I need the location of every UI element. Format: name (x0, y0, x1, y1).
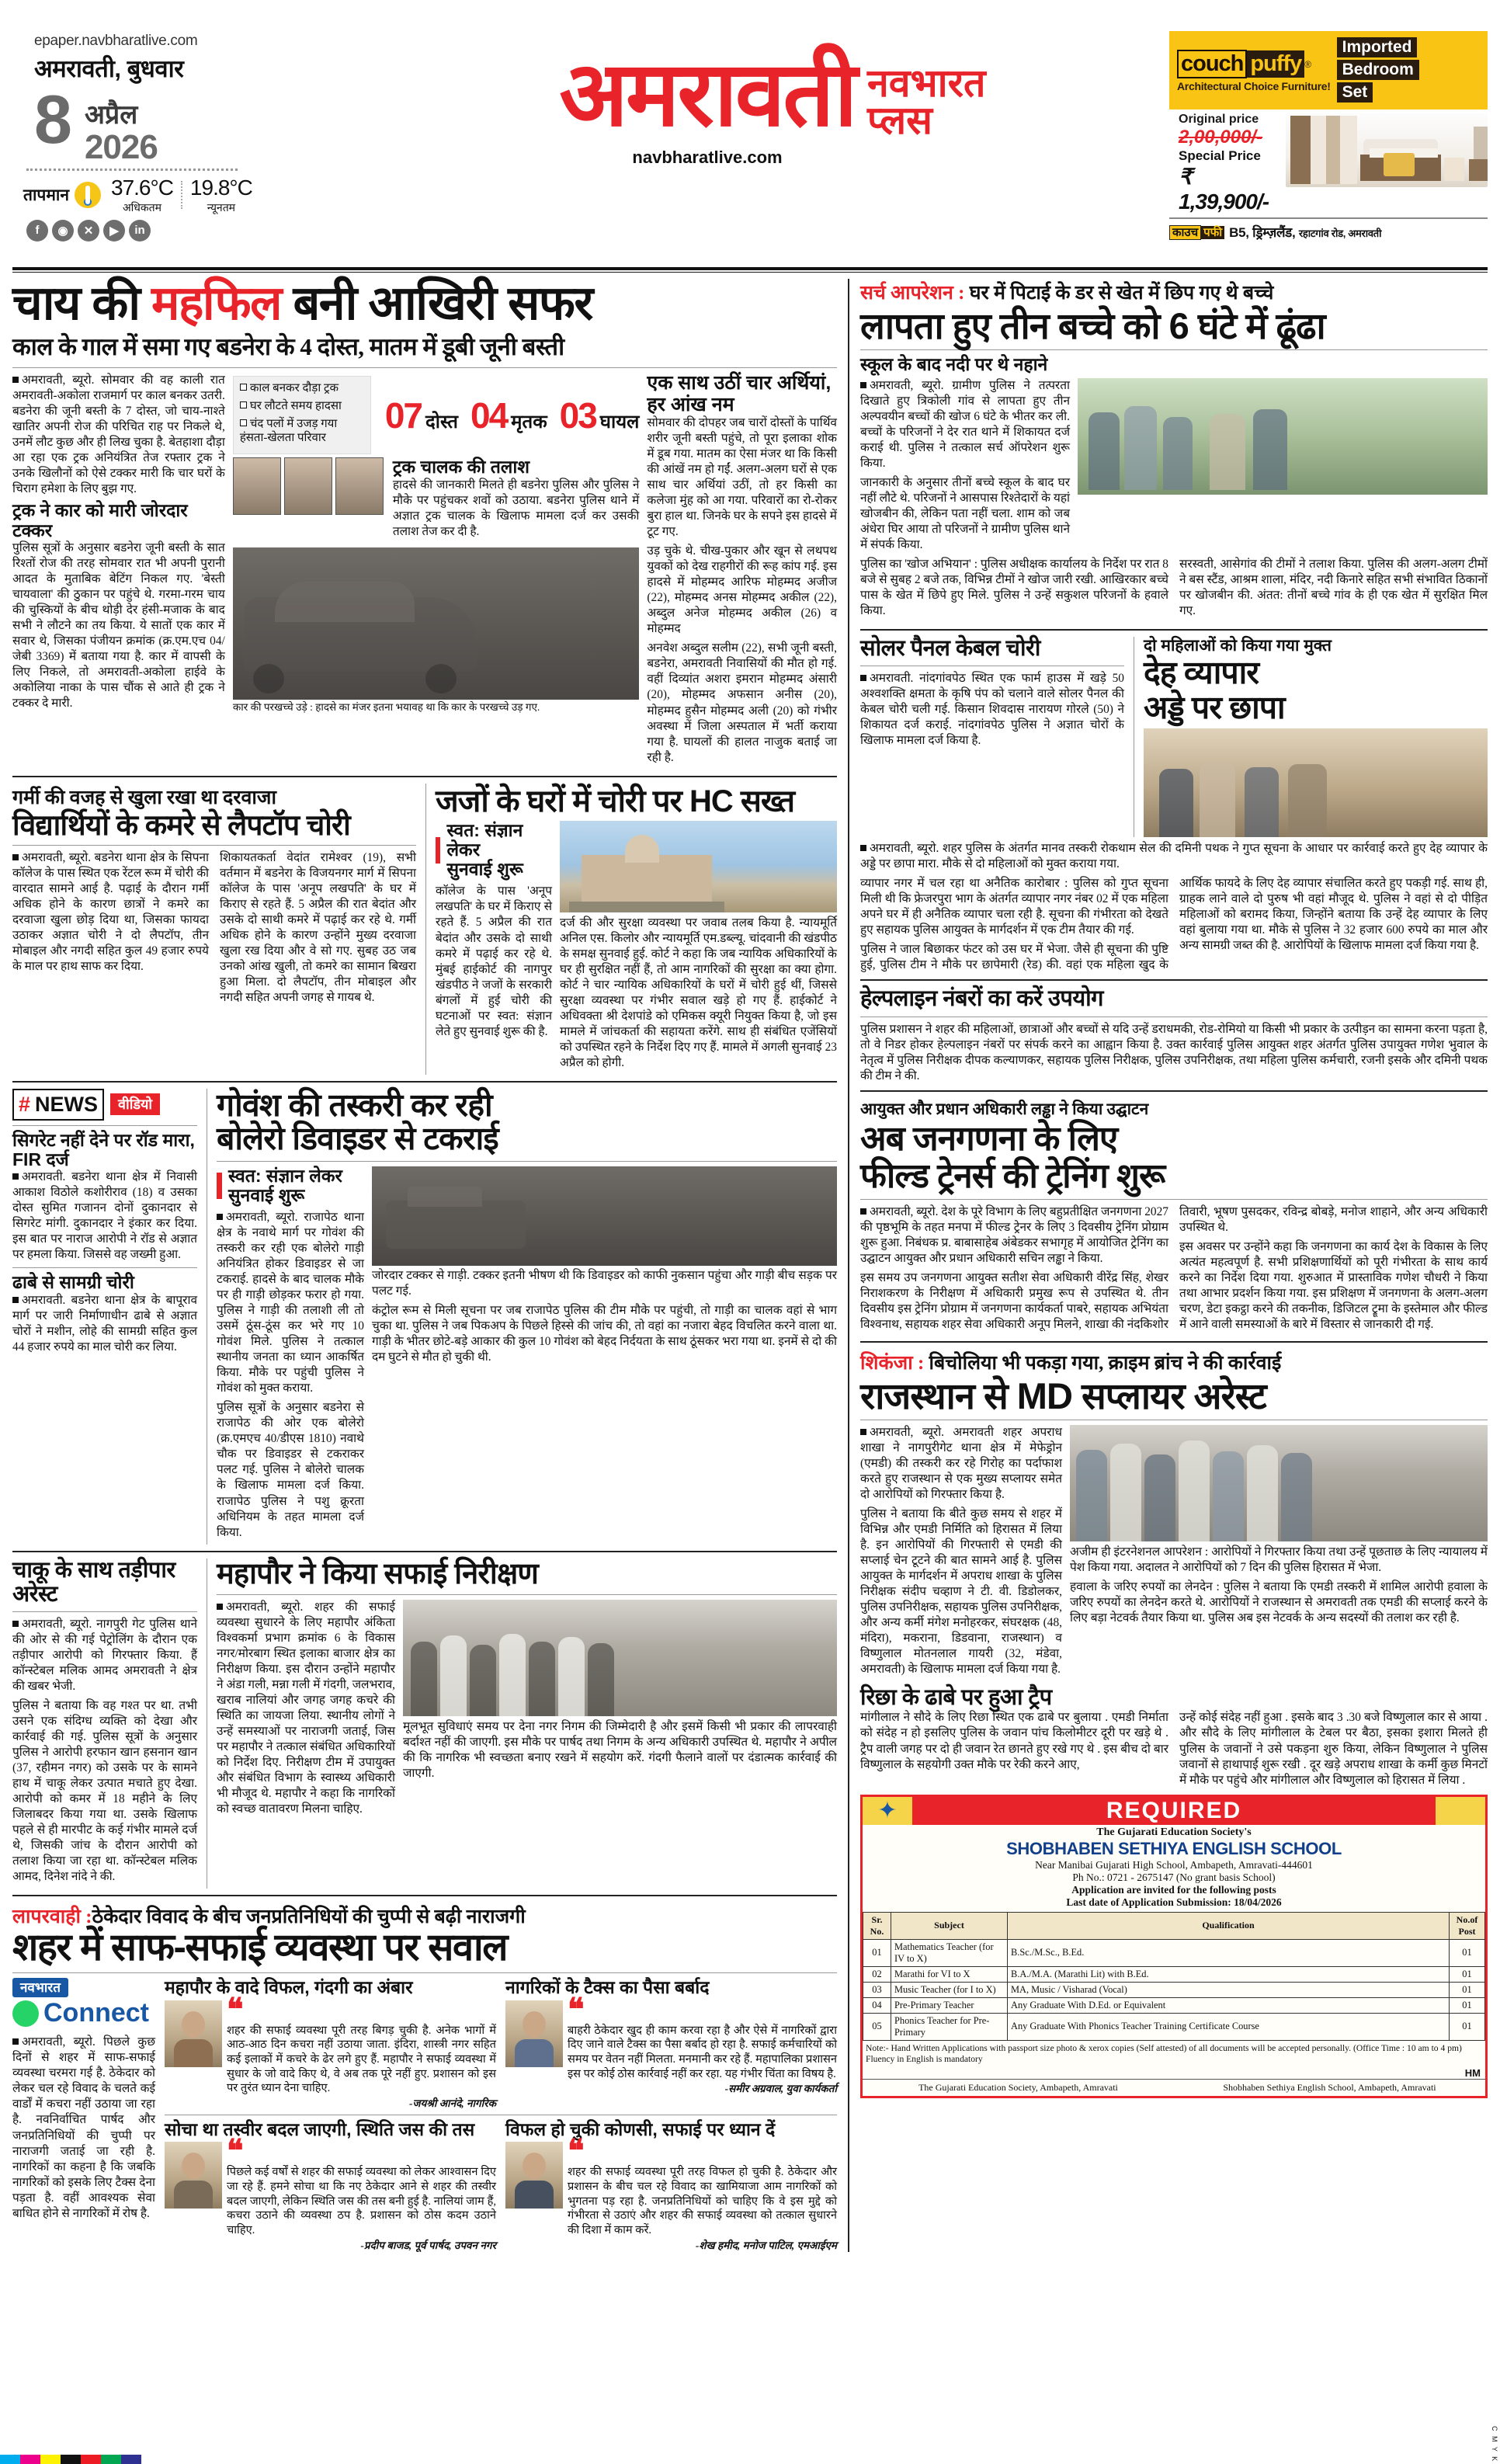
quote3-portrait (165, 2142, 222, 2209)
rajasthan-kicker (860, 1349, 1488, 1375)
bolero-para-1: अमरावती, ब्यूरो. राजापेठ थाना क्षेत्र के नवाथे मार्ग पर गोवंश की तस्करी कर रही एक बोलेरो गाड़ी अनियंत्रित होकर डिवाइडर से जा टकराई. हादसे के बाद चालक मौके पर ही गाड़ी छोड़कर फरार हो गया. पुलिस ने गाड़ी की तलाशी ली तो उसमें ठूंस-ठूंस कर भरे गए 10 गोवंश मिले. पुलिस ने तत्काल स्थानीय जनता का ध्यान आकर्षित किया. मौके पर पहुंची पुलिस ने गोवंश को मुक्त कराया. (217, 1211, 364, 1395)
bolero-para-2: पुलिस सूत्रों के अनुसार बडनेरा से राजापेठ की ओर एक बोलेरो (क्र.एमएच 40/डीएस 1810) नवाथे चौक पर डिवाइडर से टकराकर पलट गई. पुलिस ने बोलेरो चालक के खिलाफ मामला दर्ज किया. राजापेठ पुलिस ने पशु क्रूरता अधिनियम के तहत मामला दर्ज किया. (217, 1401, 364, 1539)
lead-col-1 (12, 373, 225, 769)
search-op-col2 (1078, 378, 1488, 557)
search-op-headline: लापता हुए तीन बच्चे को 6 घंटे में ढूंढा (860, 305, 1325, 346)
cell-posts: 01 (1450, 1982, 1485, 1997)
news-bolero-row (12, 1086, 837, 1545)
epaper-url[interactable]: epaper.navbharatlive.com (34, 33, 198, 49)
table-row (863, 1939, 1485, 1966)
rajasthan-headline: राजस्थान से MD सप्लायर अरेस्ट (860, 1374, 1266, 1416)
whatsapp-icon[interactable] (12, 2000, 39, 2027)
ad-header (1169, 31, 1488, 109)
required-hm: HM (1464, 2066, 1481, 2079)
connect-block (12, 1978, 155, 2251)
raid-kicker: दो महिलाओं को किया गया मुक्त (1144, 636, 1332, 655)
thermometer-icon (75, 182, 101, 208)
cell-qualification: B.Sc./M.Sc., B.Ed. (1008, 1939, 1450, 1966)
lead-bullets (233, 376, 371, 454)
rajasthan-kicker-red: शिकंजा : (860, 1352, 925, 1374)
bolero-suo-line2: सुनवाई शुरू (228, 1184, 305, 1205)
kauch-text: काउच (1169, 225, 1201, 240)
helpline-headline: हेल्पलाइन नंबरों का करें उपयोग (860, 986, 1104, 1012)
news-badge[interactable] (12, 1089, 104, 1121)
ad-tagline: Architectural Choice Furniture! (1177, 80, 1331, 92)
quote-open-icon: ❝ (568, 2133, 585, 2169)
census-headline-2: फील्ड ट्रेनर्स की ट्रेनिंग शुरू (860, 1156, 1165, 1195)
cell-posts: 01 (1450, 2013, 1485, 2040)
right-column (849, 279, 1488, 2252)
raid-para-3: पुलिस ने जाल बिछाकर फंटर को उस घर में भेजा. जैसे ही सूचना की पुष्टि हुई, पुलिस टीम ने मौके पर छापेमारी (रेड) की. वहां एक महिला खुद के आर्थिक फायदे के लिए देह व्यापार संचालित करते हुए पकड़ी गई. साथ ही, ग्राहक लाने वाले दो पुरुष भी वहां मौजूद थे. पुलिस ने वहां से दो पीड़ित महिलाओं को बरामद किया, जिन्होंने बताया कि उन्हें देह व्यापार के लिए वहां बुलाया गया था. मौके से पुलिस ने 32 हजार 600 रुपये का माल और अन्य सामग्री जब्त की है. आरोपियों के खिलाफ मामला दर्ज किया गया है. (860, 877, 1488, 972)
red-tick-icon (436, 837, 440, 864)
required-note: Note:- Hand Written Applications with passport size photo & xerox copies (Self attested) of all documents will be accepted personally. (Office Time : 10 am to 4 pm) Fluency in English is mandatory (866, 2042, 1462, 2064)
quote4-text: शहर की सफाई व्यवस्था पूरी तरह विफल हो चुकी है. ठेकेदार और प्रशासन के बीच चल रहे विवाद का खामियाजा आम नागरिकों को भुगतना पड़ रहा है. जनप्रतिनिधियों को चाहिए कि वे इस मुद्दे को गंभीरता से उठाएं और शहर की सफाई व्यवस्था को तत्काल सुधारने की दिशा में काम करें. (568, 2166, 837, 2237)
ad-body (1169, 113, 1488, 214)
bolero-headline-1: गोवंश की तस्करी कर रही (217, 1086, 492, 1123)
newspaper-subtitle (866, 61, 986, 142)
census-para-2: इस समय उप जनगणना आयुक्त सतीश सेवा अधिकारी वीरेंद्र सिंह, शेखर निराशकरण के निरीक्षण में अधिकारी प्रमुख रूप से उपस्थित थे. तीन दिवसीय इस ट्रेनिंग प्रोग्राम में जनगणना कार्यकर्ता पाबरे, सहायक अभियंता विश्वनाथ, सहायक शहर सेवा अधिकारी अनूप मिलने, शाखा की नंदकिशोर तिवारी, भूषण पुसदकर, रविन्द्र बोबड़े, मनोज शाहाने, और अन्य अधिकारी उपस्थित थे. (860, 1204, 1488, 1332)
cell-subject: Mathematics Teacher (for IV to X) (891, 1939, 1008, 1966)
mugshot-strip (233, 457, 387, 515)
census-para-1: अमरावती, ब्यूरो. देश के पूरे विभाग के लिए बहुप्रतीक्षित जनगणना 2027 की पृष्ठभूमि के तहत मनपा में फील्ड ट्रेनर के लिए 3 दिवसीय ट्रेनिंग प्रोग्राम शुरू हुआ. निबंधक प्र. बाबासाहेब अंबेडकर सभागृह में आयोजित ट्रेनिंग का उद्घाटन आयुक्त और प्रधान अधिकारी सचिन लड्ढा ने किया. (860, 1204, 1168, 1265)
news-word: NEWS (35, 1092, 99, 1116)
trap-subhead: रिछा के ढाबे पर हुआ ट्रैप (860, 1685, 1052, 1711)
address-small: रहाटगांव रोड, अमरावती (1298, 228, 1382, 239)
census-body (860, 1204, 1488, 1335)
masthead-rule-thick (12, 267, 1488, 270)
required-society: The Gujarati Education Society's (1096, 1826, 1252, 1838)
temp-min-caption: न्यूनतम (207, 200, 236, 214)
required-contact: Ph No.: 0721 - 2675147 (No grant basis School) (1072, 1871, 1276, 1883)
census-story (860, 1098, 1488, 1335)
arrest-photo (1070, 1425, 1488, 1541)
lead-headline-red: महफिल (151, 276, 282, 329)
knife-headline: चाकू के साथ तड़ीपार अरेस्ट (12, 1557, 175, 1607)
puffy-text: पफी (1201, 226, 1224, 239)
brief1-body: अमरावती. बडनेरा थाना क्षेत्र में निवासी आकाश विठोले कशोरीराव (18) व उसका दोस्त सुमित गजानन दोनों दुकानदार से सिगरेट मांगी. दुकानदार ने इंकार कर दिया. इस बात पर नाराज आरोपी ने रॉड से अज्ञात पर हमला किया. जिससे वह जख्मी हुआ. (12, 1170, 197, 1262)
quote4-portrait (505, 2142, 563, 2209)
badge-set: Set (1337, 82, 1373, 103)
social-links[interactable] (26, 220, 245, 242)
rajasthan-para-3: अजीम ही इंटरनेशनल आपरेशन : आरोपियों ने गिरफ्तार किया तथा उन्हें पूछताछ के लिए न्यायालय में पेश किया गया. अदालत ने आरोपियों को 7 दिन की पुलिस हिरासत में भेजा. (1070, 1545, 1488, 1574)
temp-max-value: 37.6°C (111, 175, 173, 200)
masthead-rule-thin (12, 272, 1488, 273)
lead-sub-head-2: एक साथ उठीं चार अर्थियां, हर आंख नम (647, 372, 832, 415)
cell-sr: 03 (863, 1982, 891, 1997)
raid-photo (1144, 728, 1488, 837)
search-op-para-2: जानकारी के अनुसार तीनों बच्चे स्कूल के बाद घर नहीं लौटे थे. परिजनों ने आसपास रिश्तेदारों के यहां खोजबीन की, लेकिन पता नहीं चला. शाम को जब अंधेरा घिर आया तो परिजनों ने ग्रामीण पुलिस थाने में संपर्क किया. (860, 475, 1070, 551)
laparwahi-row (12, 1978, 837, 2251)
brief2-body: अमरावती. बडनेरा थाना क्षेत्र के बापूराव मार्ग पर जारी निर्माणाधीन ढाबे से अज्ञात चोरों ने मशीन, लोहे की सामग्री सहित कुल 44 हजार रुपये का माल चोरी कर लिया. (12, 1293, 197, 1354)
search-op-kicker-red: सर्च आपरेशन : (860, 283, 970, 304)
search-op-kicker (860, 279, 1488, 305)
bolero-photo-caption: जोरदार टक्कर से गाड़ी. टक्कर इतनी भीषण थी कि डिवाइडर को काफी नुकसान पहुंचा और गाड़ी बीच सड़क पर पलट गई. (372, 1268, 837, 1298)
original-price-label: Original price (1179, 113, 1259, 126)
connect-label: Connect (43, 1998, 149, 2028)
quote4-head: विफल हो चुकी कोणसी, सफाई पर ध्यान दें (505, 2119, 776, 2140)
brand-couch: couch (1177, 50, 1247, 78)
lead-headline-part1: चाय की (12, 276, 151, 329)
cell-qualification: Any Graduate With Phonics Teacher Training Certificate Course (1008, 2013, 1450, 2040)
stat-injured: 03 घायल (559, 394, 640, 436)
footer-right: Shobhaben Sethiya English School, Ambapeth, Amravati (1223, 2081, 1436, 2093)
store-address (1229, 223, 1381, 241)
date-day: 8 (34, 81, 72, 158)
bolero-col-2 (372, 1166, 837, 1545)
required-title: REQUIRED (912, 1797, 1436, 1825)
laptop-judges-row (12, 784, 837, 1075)
solar-headline: सोलर पैनल केबल चोरी (860, 635, 1040, 661)
temp-min-value: 19.8°C (189, 175, 252, 200)
red-tick-icon (217, 1173, 222, 1199)
search-op-subhead: स्कूल के बाद नदी पर थे नहाने (860, 354, 1048, 375)
required-line2: Last date of Application Submission: 18/04/2026 (1066, 1896, 1282, 1908)
rajasthan-row (860, 1425, 1488, 1681)
school-logo-icon: ✦ (877, 1798, 898, 1824)
knife-para-2: पुलिस ने बताया कि वह गश्त पर था. तभी उसने एक संदिग्ध व्यक्ति को देखा और कार्रवाई की गई. पुलिस सूत्रों के अनुसार पुलिस ने आरोपी हरफान खान हसनान खान (37, रहीमन नगर) को उसके पर के सामने हाथ में चाकू लेकर उत्पात मचाते हुए देखा. आरोपी को कमर में 18 महीने के लिए जिलाबदर किया गया था. उसके खिलाफ पहले से ही मारपीट के कई गंभीर मामले दर्ज थे, जिसकी जांच के दौरान आरोपी को तलाश किया जा रहा था. कॉन्स्टेबल मलिक आमद, दिनेश नांदे ने की. (12, 1699, 197, 1884)
knife-para-1: अमरावती, ब्यूरो. नागपुरी गेट पुलिस थाने की ओर से की गई पेट्रोलिंग के दौरान एक तड़ीपार आरोपी को गिरफ्तार किया. हैं कॉन्स्टेबल मलिक आमद अमरावती ने क्षेत्र की खबर भेजी. (12, 1618, 197, 1694)
knife-story (12, 1559, 197, 1889)
rajasthan-col2 (1070, 1425, 1488, 1681)
ad-badges (1337, 37, 1419, 105)
cell-subject: Marathi for VI to X (891, 1966, 1008, 1982)
judges-body-row (436, 821, 837, 1075)
raid-story (1134, 637, 1488, 837)
search-op-continued (860, 557, 1488, 623)
solar-raid-row (860, 637, 1488, 837)
lead-para-6: अनवेश अब्दुल सलीम (22), सभी जूनी बस्ती, बडनेरा, अमरावती निवासियों की मौत हो गई. वहीं दिव्यांत अशरा इमरान मोहम्मद अंसारी (20), मोहम्मद अफसान अनीस (20), मोहम्मद हुसैन मोहम्मद अली (20) को गंभीर अवस्था में जिला अस्पताल में भर्ती कराया गया है. घायलों की हालत नाजुक बताई जा रही है. (647, 641, 837, 764)
judges-suo-motu (436, 821, 552, 1075)
table-header-row (863, 1912, 1485, 1939)
lead-para-1: अमरावती, ब्यूरो. सोमवार की वह काली रात अमरावती-अकोला राजमार्ग पर काल बनकर उतरी. बडनेरा की जूनी बस्ती के 7 दोस्त, जो चाय-नाश्ते खातिर अपनी रोज की परिचित राह पर निकले थे, उनमें लौट कुछ और ही लिख चुका है. बेतहाशा दौड़ा आ रहा एक ट्रक अनियंत्रित तेज रफ्तार ट्रक ने उनके खिलौनों को ऐसे टक्कर मारी कि चार घरों के चिराग हमेशा के लिए बुझ गए. (12, 374, 225, 496)
linkedin-icon[interactable]: in (129, 220, 151, 242)
search-op-col1 (860, 378, 1070, 557)
judges-story (425, 784, 837, 1075)
brand-puffy: puffy (1247, 50, 1304, 78)
victim-mugshots-row (233, 457, 640, 543)
quote-card (505, 2120, 837, 2252)
couchpuffy-hindi-logo (1169, 224, 1224, 240)
cell-posts: 01 (1450, 1939, 1485, 1966)
badge-imported: Imported (1337, 37, 1418, 57)
cell-sr: 05 (863, 2013, 891, 2040)
badge-bedroom: Bedroom (1337, 60, 1419, 80)
mayor-col-2 (403, 1600, 837, 1821)
quote-open-icon: ❝ (227, 1991, 244, 2027)
th-subject: Subject (891, 1912, 1008, 1939)
raid-para-2: व्यापार नगर में चल रहा था अनैतिक कारोबार : पुलिस को गुप्त सूचना मिली थी कि फ्रेजरपुरा भाग के अंतर्गत व्यापार नगर नंबर 02 में एक महिला अपने घर में ही अनैतिक व्यापार चला रही है. सूचना की गंभीरता को देखते हुए सहायक पुलिस आयुक्त के मार्गदर्शन में एक टीम तैयार की गई. (860, 877, 1168, 937)
laparwahi-headline: शहर में साफ-सफाई व्यवस्था पर सवाल (12, 1927, 507, 1969)
mayor-col-1 (217, 1600, 395, 1821)
th-posts: No.of Post (1450, 1912, 1485, 1939)
quote1-portrait (165, 2000, 222, 2067)
trap-para-1: मांगीलाल ने सौदे के लिए रिछा स्थित एक ढाबे पर बुलाया . एमडी निर्माता को संदेह न हो इसलिए पुलिस के जवान पांच किलोमीटर दूरी पर खड़े थे . ट्रैप वाली जगह पर दो ही जवान रेत छानते हुए रखे गए थे . इस बीच दो बार विष्णुलाल के सहयोगी उक्त मौके पर रेकी करने आए, (860, 1711, 1168, 1771)
mayor-story (207, 1559, 837, 1889)
quote1-attr: -जयश्री आनंदे, नागरिक (409, 2097, 496, 2110)
ad-price-block (1169, 113, 1286, 214)
cell-sr: 01 (863, 1939, 891, 1966)
quote2-attr: -समीर अग्रवाल, युवा कार्यकर्ता (724, 2083, 837, 2095)
high-court-photo (560, 821, 837, 912)
raid-headline-1: देह व्यापार (1144, 654, 1259, 690)
laparwahi-kicker-rest: ठेकेदार विवाद के बीच जनप्रतिनिधियों की चुप्पी से बढ़ी नाराजगी (92, 1906, 526, 1928)
quotes-row-2 (165, 2120, 837, 2252)
navbharat-pill: नवभारत (12, 1978, 68, 1997)
registered-icon: ® (1304, 58, 1312, 70)
judges-photo-col (560, 821, 837, 1075)
th-sr: Sr. No. (863, 1912, 891, 1939)
cmyk-marker: C M Y K (1491, 2425, 1498, 2462)
mayor-para-1: अमरावती, ब्यूरो. शहर की सफाई व्यवस्था सुधारने के लिए महापौर अंकिता विश्वकर्मा प्रभाग क्रमांक 6 के विकास नगर/मोरबाग स्थित इलाका बाजार क्षेत्र का निरीक्षण किया. इस दौरान उन्होंने महापौर ने अंडा गली, मन्ना गली में गंदगी, जलभराव, खराब नालियां और जगह जगह कचरे की स्थिति का जायजा लिया. स्थानीय लोगों ने उन्हें समस्याओं पर नाराजगी जताई, जिस पर महापौर ने तत्काल संबंधित अधिकारियों को निर्देश दिए. निरीक्षण टीम में उपायुक्त और संबंधित विभाग के स्वास्थ्य अधिकारी भी मौजूद थे. महापौर ने कहा कि नागरिकों को स्वच्छ वातावरण मिलना चाहिए. (217, 1600, 395, 1816)
th-qualification: Qualification (1008, 1912, 1450, 1939)
stat-friends: 07 दोस्त (384, 394, 458, 436)
quote3-text: पिछले कई वर्षों से शहर की सफाई व्यवस्था को लेकर आश्वासन दिए जा रहे हैं. हमने सोचा था कि नए ठेकेदार आने से शहर की तस्वीर बदल जाएगी, लेकिन स्थिति जस की तस बनी हुई है. नालियां जाम हैं, कचरा उठाने की व्यवस्था ठप है. प्रशासन को ठोस कदम उठाने चाहिए. (227, 2166, 496, 2237)
cell-sr: 04 (863, 1997, 891, 2013)
required-posts-table (863, 1912, 1485, 2041)
divider-dotted (26, 169, 238, 171)
required-school: SHOBHABEN SETHIYA ENGLISH SCHOOL (1006, 1838, 1342, 1858)
lead-para-5: उड़ चुके थे. चीख-पुकार और खून से लथपथ युवकों को देख राहगीरों की रूह कांप गई. इस हादसे में मोहम्मद आरिफ मोहम्मद अजीज (22), मोहम्मद अनस मोहम्मद अकील (22), अब्दुल अनेज मोहम्मद अकील (26) व मोहम्मद (647, 544, 837, 636)
mayor-body-row (217, 1600, 837, 1821)
suo-motu-line1: स्वत: संज्ञान लेकर (446, 819, 523, 860)
rajasthan-story (860, 1349, 1488, 1788)
rajasthan-col1 (860, 1425, 1062, 1681)
required-footer (863, 2079, 1485, 2096)
laptop-headline: विद्यार्थियों के कमरे से लैपटॉप चोरी (12, 808, 350, 841)
couchpuffy-logo (1177, 50, 1331, 92)
census-kicker: आयुक्त और प्रधान अधिकारी लड्ढा ने किया उद्घाटन (860, 1099, 1149, 1118)
left-column (12, 276, 849, 2252)
laparwahi-story (12, 1903, 837, 2251)
lead-col-3 (647, 373, 837, 769)
helpline-body: पुलिस प्रशासन ने शहर की महिलाओं, छात्राओं और बच्चों से यदि उन्हें डराधमकी, रोड-रोमियो या किसी भी प्रकार के उत्पीड़न का सामना करना पड़ता है, तो वे निडर होकर हेल्पलाइन नंबरों पर संपर्क करने का आह्वान किया है. उक्त कार्रवाई पुलिस आयुक्त शहर अंतर्गत पुलिस उपायुक्त गणेश भुवाल के नेतृत्व में पुलिस निरीक्षक दीपक कल्याणकर, सहायक पुलिस निरीक्षक, पुलिस उपनिरीक्षक, तथा महिला पुलिस कर्मचारी, रजनी इसके और दमिनी पथक की टीम ने की. (860, 1022, 1488, 1083)
date-month: अप्रैल (84, 100, 138, 130)
subtitle-line2: प्लस (866, 98, 932, 142)
lead-para-4: सोमवार की दोपहर जब चारों दोस्तों के पार्थिव शरीर जूनी बस्ती पहुंचे, तो पूरा इलाका शोक में डूब गया. मातम का ऐसा मंजर था कि किसी की आंखें नम हो गईं. अलग-अलग घरों से एक साथ चार अर्थियां उठीं, तो हर किसी का कलेजा मुंह को आ गया. परिवारों का रो-रोकर बुरा हाल था. जिनके घर के सपने इस हादसे में टूट गए. (647, 416, 837, 539)
casualty-stats (233, 376, 640, 454)
stat-group (385, 394, 640, 436)
quote-open-icon: ❝ (227, 2133, 244, 2169)
quote2-text: बाहरी ठेकेदार खुद ही काम करवा रहा है और ऐसे में नागरिकों द्वारा दिए जाने वाले टैक्स का पैसा बर्बाद हो रहा है. सफाई कर्मचारियों को समय पर वेतन नहीं मिलता. मनमानी कर रहे हैं. महापालिका प्रशासन इस पर कोई ठोस कार्रवाई नहीं कर रहा. यह गंभीर चिंता का विषय है. (568, 2024, 837, 2080)
search-op-para-4: सरस्वती, आसेगांव की टीमों ने तलाश किया. पुलिस की अलग-अलग टीमों ने बस स्टैंड, आश्रम शाला, मंदिर, नदी किनारे सहित सभी संभावित ठिकानों पर खोजबीन की. अंतत: तीनों बच्चे गांव के ही एक खेत में सुरक्षित मिल गए. (1179, 557, 1488, 617)
lead-center (233, 373, 640, 769)
facebook-icon[interactable]: f (26, 220, 48, 242)
table-row (863, 1982, 1485, 1997)
mayor-headline: महापौर ने किया सफाई निरीक्षण (217, 1557, 539, 1590)
quotes-row-1 (165, 1978, 837, 2110)
brief1-head: सिगरेट नहीं देने पर रॉड मारा, FIR दर्ज (12, 1129, 195, 1170)
cell-subject: Music Teacher (for I to X) (891, 1982, 1008, 1997)
brief2-head: ढाबे से सामग्री चोरी (12, 1272, 134, 1293)
bolero-headline-2: बोलेरो डिवाइडर से टकराई (217, 1121, 498, 1157)
bolero-col-1 (217, 1166, 364, 1545)
rajasthan-para-2: पुलिस ने बताया कि बीते कुछ समय से शहर में विभिन्न और एमडी निर्मिति को हिरासत में लिया है. इन आरोपियों की गिरफ्तारी से एमडी की सप्लाई चेन टूटने की बात सामने आई है. पुलिस आयुक्त के मार्गदर्शन में अपराध शाखा के पुलिस निरीक्षक संदीप चव्हाण ने टी. वी. डिडोलकर, पुलिस उपनिरीक्षक, सहायक पुलिस उपनिरीक्षक, और अन्य कर्मी मंगेश मनोहरकर, संघरक्षक (48, मंदिरा), मकराना, डिडवाना, राजस्थान) व विष्णुलाल मोतनलाल गायरी (32, मंडेवा, अमरावती) के खिलाफ मामला दर्ज किया गया है. (860, 1507, 1062, 1677)
table-row (863, 1997, 1485, 2013)
judges-para-2: दर्ज की और सुरक्षा व्यवस्था पर जवाब तलब किया है. न्यायमूर्ति अनिल एस. किलोर और न्यायमूर्ति एम.डब्ल्यू. चांदवानी की खंडपीठ के समक्ष सुनवाई हुई. कोर्ट ने कहा कि जब न्यायिक अधिकारियों के घर ही सुरक्षित नहीं हैं, तो आम नागरिकों की सुरक्षा का क्या होगा. कोर्ट ने चार न्यायिक अधिकारियों के घरों में चोरी हुई थीं, जिससे सुरक्षा व्यवस्था पर गंभीर सवाल खड़े हो गए हैं. हाईकोर्ट ने अधिवक्ता श्री देशपांडे को एमिकस क्यूरी नियुक्त किया है, जो इस मामले में जांचकर्ता की सहायता करेंगे. साथ ही संबंधित एजेंसियों को उपस्थित रहने के निर्देश दिए गए हैं. मामले में अगली सुनवाई 23 अप्रैल को होगी. (560, 916, 837, 1069)
knife-mayor-row (12, 1559, 837, 1889)
cell-posts: 01 (1450, 1966, 1485, 1982)
footer-left: The Gujarati Education Society, Ambapeth, Amravati (918, 2081, 1118, 2093)
main-grid (12, 276, 1488, 2252)
temp-min-block (186, 176, 257, 215)
required-address: Near Manibai Gujarati High School, Ambapeth, Amravati-444601 (1035, 1858, 1313, 1871)
rajasthan-para-4: हवाला के जरिए रुपयों का लेनदेन : पुलिस ने बताया कि एमडी तस्करी में शामिल आरोपी हवाला के जरिए रुपयों का लेनदेन करते थे. आरोपियों ने राजस्थान से अमरावती तक एमडी की सप्लाई करने के लिए बड़ा नेटवर्क तैयार किया था. पुलिस अब इस नेटवर्क के अन्य सदस्यों की तलाश कर रही है. (1070, 1580, 1488, 1625)
quote-card (165, 1978, 496, 2110)
table-row (863, 2013, 1485, 2040)
quote3-attr: -प्रदीप बाजड, पूर्व पार्षद, उपवन नगर (360, 2239, 496, 2251)
hash-icon: # (19, 1092, 31, 1116)
laptop-story (12, 784, 416, 1075)
quote2-portrait (505, 2000, 563, 2067)
mayor-para-2: मूलभूत सुविधाएं समय पर देना नगर निगम की जिम्मेदारी है और इसमें किसी भी प्रकार की लापरवाही बर्दाश्त नहीं की जाएगी. इस मौके पर पार्षद तथा निगम के अन्य अधिकारी उपस्थित थे. महापौर ने अपील की कि नागरिक भी स्वच्छता बनाए रखने में सहयोग करें. गंदगी फैलाने वालों पर दंडात्मक कार्रवाई की जाएगी. (403, 1719, 837, 1780)
police-search-photo (1078, 378, 1488, 495)
lead-headline (12, 276, 837, 329)
cell-posts: 01 (1450, 1997, 1485, 2013)
suo-motu-line2: सुनवाई शुरू (446, 859, 523, 880)
instagram-icon[interactable]: ◉ (52, 220, 74, 242)
stat-dead: 04 मृतक (470, 394, 547, 436)
date-block (34, 81, 245, 166)
masthead-title-block (245, 14, 1169, 168)
laparwahi-body: अमरावती, ब्यूरो. पिछले कुछ दिनों से शहर में साफ-सफाई व्यवस्था चरमरा गई है. ठेकेदार को लेकर चल रहे विवाद के चलते कई वार्डों में कचरा नहीं उठाया जा रहा है. नवनिर्वाचित पार्षद और जनप्रतिनिधियों की चुप्पी पर नाराजगी जताई जा रही है. नागरिकों का कहना है कि जबकि नागरिकों को इसके लिए टैक्स देना पड़ता है. वहीं आवश्यक सेवा बाधित होने से नागरिकों में रोष है. (12, 2035, 155, 2220)
bolero-para-3: कंट्रोल रूम से मिली सूचना पर जब राजापेठ पुलिस की टीम मौके पर पहुंची, तो गाड़ी का चालक वहां से भाग चुका था. पुलिस ने जब पिकअप के पिछले हिस्से की जांच की, तो वहां का नजारा बेहद विचलित करने वाला था. गाड़ी के भीतर छोटे-बड़े आकार की कुल 10 गोवंश को बेहद निर्दयता के साथ ठूंसकर भरा गया था. इनमें से दो की दम घुटने से मौत हो चुकी थी. (372, 1303, 837, 1364)
lead-bullet-3: चंद पलों में उजड़ गया हंसता-खेलता परिवार (239, 417, 338, 445)
quote-card (165, 2120, 496, 2252)
temp-max-block (106, 176, 178, 215)
quote1-text: शहर की सफाई व्यवस्था पूरी तरह बिगड़ चुकी है. अनेक भागों में आठ-आठ दिन कचरा नहीं उठाया जाता. इंदिरा, शास्त्री नगर सहित कई इलाकों में कचरे के ढेर लगे हुए हैं. महापौर ने सफाई व्यवस्था में सुधार के जो वादे किए थे, वे अब तक पूरे नहीं हुए. प्रशासन को इस पर तुरंत ध्यान देना चाहिए. (227, 2024, 496, 2095)
laparwahi-kicker-red: लापरवाही : (12, 1906, 92, 1928)
news-badge-row (12, 1089, 197, 1121)
website-url[interactable]: navbharatlive.com (632, 148, 783, 168)
cell-sr: 02 (863, 1966, 891, 1982)
cell-qualification: B.A./M.A. (Marathi Lit) with B.Ed. (1008, 1966, 1450, 1982)
x-twitter-icon[interactable]: ✕ (78, 220, 99, 242)
quote1-head: महापौर के वादे विफल, गंदगी का अंबार (165, 1977, 413, 1998)
quote3-head: सोचा था तस्वीर बदल जाएगी, स्थिति जस की तस (165, 2119, 475, 2140)
address-main: B5, ड्रिम्ज़लैंड, (1229, 225, 1296, 240)
date-year: 2026 (84, 128, 158, 166)
special-price-value: ₹ 1,39,900/- (1179, 165, 1269, 214)
laptop-para-1: अमरावती, ब्यूरो. बडनेरा थाना क्षेत्र के सिपना कॉलेज के पास स्थित एक रेंटल रूम में चोरी की वारदात सामने आई है. पढ़ाई के दौरान गर्मी अधिक होने के कारण छात्रों ने कमरे का दरवाजा खुला छोड़ दिया था, जिसका फायदा उठाकर अज्ञात चोरी ने दो लैपटॉप, तीन मोबाइल और नगदी सहित कुल 49 हजार रुपये के माल पर हाथ साफ कर दिया. (12, 850, 209, 973)
helpline-story (860, 987, 1488, 1083)
judges-para-1: कॉलेज के पास 'अनूप लखपति' के घर में किराए से रहते हैं. 5 अप्रैल की रात बेदांत और उसके दो साथी कमरे में पढ़ाई कर रहे थे. मुंबई हाईकोर्ट की नागपुर खंडपीठ ने जजों के सरकारी बंगलों में हुई चोरी की घटनाओं पर स्वत: संज्ञान लेते हुए सुनवाई शुरू की है. (436, 884, 552, 1038)
laparwahi-kicker (12, 1903, 837, 1929)
victim-photo (284, 457, 332, 515)
rajasthan-kicker-rest: बिचोलिया भी पकड़ा गया, क्राइम ब्रांच ने की कार्रवाई (929, 1352, 1282, 1374)
lead-sub-head-1: ट्रक ने कार को मारी जोरदार टक्कर (12, 500, 188, 540)
trap-body (860, 1710, 1488, 1788)
video-pill[interactable]: वीडियो (110, 1093, 160, 1115)
lead-bullet-1: काल बनकर दौड़ा ट्रक (240, 381, 364, 396)
quote2-head: नागरिकों के टैक्स का पैसा बर्बाद (505, 1977, 710, 1998)
required-ad[interactable] (860, 1795, 1488, 2098)
solar-body: अमरावती. नांदगांवपेठ स्थित एक फार्म हाउस में खड़े 50 अश्वशक्ति क्षमता के कृषि पंप को चलाने वाले सोलर पैनल की केबल चोरी चली गई. किसान शिवदास नारायण गोरले (50) ने शिकायत दर्ज कराई. नांदगांवपेठ पुलिस ने अज्ञात चोरों के खिलाफ मामला दर्ज किया है. (860, 672, 1124, 748)
quotes-grid (165, 1978, 837, 2251)
laptop-para-2: शिकायतकर्ता वेदांत रामेश्वर (19), सभी वर्तमान में बडनेरा के विजयनगर मार्ग में सिपना कॉलेज के पास 'अनूप लखपति' के घर में किराए से रहते हैं. 5 अप्रैल की रात बेदांत और उसके दो साथी कमरे में पढ़ाई कर रहे थे. गर्मी अधिक होने के कारण उन्होंने मुख्य दरवाजा खुला रख दिया और वे सो गए. सुबह उठ जब उनको आंख खुली, तो कमरे का सामान बिखरा हुआ मिला. दो लैपटॉप, तीन मोबाइल और नगदी सहित अपनी जगह से गायब थे. (220, 850, 416, 1004)
navbharat-connect[interactable] (12, 1978, 155, 2028)
city-and-day: अमरावती, बुधवार (34, 55, 184, 82)
search-op-para-3: पुलिस का 'खोज अभियान' : पुलिस अधीक्षक कार्यालय के निर्देश पर रात 8 बजे से सुबह 2 बजे तक, विभिन्न टीमों ने खोज जारी रखी. आखिरकार बच्चे पास के खेत में छिपे हुए मिले. पुलिस ने उन्हें सकुशल परिजनों के हवाले किया. (860, 557, 1168, 617)
raid-headline-2: अड्डे पर छापा (1144, 690, 1285, 726)
search-op-row (860, 378, 1488, 557)
laptop-kicker: गर्मी की वजह से खुला रखा था दरवाजा (12, 787, 276, 808)
lead-headline-part2: बनी आखिरी सफर (281, 276, 592, 329)
lead-top-row (12, 373, 837, 769)
ad-address-row (1169, 217, 1488, 241)
bedroom-set-photo (1286, 113, 1488, 187)
judges-headline: जजों के घरों में चोरी पर HC सख्त (436, 784, 795, 818)
victim-photo (233, 457, 281, 515)
quote4-attr: -शेख हमीद, मनोज पाटिल, एमआईएम (695, 2239, 837, 2251)
truck-search-label: ट्रक चालक की तलाश हादसे की जानकारी मिलते ही बडनेरा पुलिस और पुलिस ने मौके पर पहुंचकर शवों को उठाया. बडनेरा पुलिस थाने में अज्ञात ट्रक चालक के खिलाफ मामला दर्ज कर उसकी तलाश तेज कर दी है. (393, 457, 640, 543)
bolero-story (207, 1086, 837, 1545)
original-price-value: 2,00,000/- (1179, 127, 1263, 148)
raid-para-1: अमरावती, ब्यूरो. शहर पुलिस के अंतर्गत मानव तस्करी रोकथाम सेल की दमिनी पथक ने गुप्त सूचना के आधार पर कार्रवाई करते हुए देह व्यापार के अड्डे पर छापा मारा. मौके से दो महिलाओं को मुक्त कराया गया. (860, 842, 1488, 871)
bolero-suo-line1: स्वत: संज्ञान लेकर (228, 1165, 342, 1186)
bolero-accident-photo (372, 1166, 837, 1266)
masthead-left (12, 14, 252, 242)
lead-subheadline: काल के गाल में समा गए बडनेरा के 4 दोस्त, मातम में डूबी जूनी बस्ती (12, 333, 564, 361)
cell-subject: Phonics Teacher for Pre-Primary (891, 2013, 1008, 2040)
accident-car-photo (233, 547, 640, 700)
search-op-para-1: अमरावती, ब्यूरो. ग्रामीण पुलिस ने तत्परता दिखाते हुए त्रिकोली गांव से लापता हुए तीन अल्पवयीन बच्चों की खोज 6 घंटे के भीतर कर ली. बच्चों के परिजनों ने देर रात थाने में शिकायत दर्ज कराई थी. पुलिस ने तत्काल सर्च ऑपरेशन शुरू किया. (860, 378, 1070, 470)
cell-qualification: MA, Music / Visharad (Vocal) (1008, 1982, 1450, 1997)
news-briefs (12, 1089, 197, 1545)
temp-divider (181, 181, 182, 209)
youtube-icon[interactable]: ▶ (103, 220, 125, 242)
temperature-row (23, 175, 252, 215)
rajasthan-para-1: अमरावती, ब्यूरो. अमरावती शहर अपराध शाखा ने नागपुरीगेट थाना क्षेत्र में मेफेड्रोन (एमडी) की तस्करी कर रहे गिरोह का पर्दाफाश करते हुए राजस्थान से एक मुख्य सप्लायर समेत दो आरोपियों को गिरफ्तार किया है. (860, 1425, 1062, 1501)
color-registration-bar (0, 2455, 141, 2464)
lead-para-3: हादसे की जानकारी मिलते ही बडनेरा पुलिस और पुलिस ने मौके पर पहुंचकर शवों को उठाया. बडनेरा पुलिस थाने में अज्ञात ट्रक चालक के खिलाफ मामला दर्ज कर उसकी तलाश तेज कर दी है. (392, 478, 640, 538)
raid-body-cols (860, 876, 1488, 973)
census-headline-1: अब जनगणना के लिए (860, 1119, 1118, 1158)
census-para-3: इस अवसर पर उन्होंने कहा कि जनगणना का कार्य देश के विकास के लिए अत्यंत महत्वपूर्ण है. सभी प्रशिक्षणार्थियों को पूरी गंभीरता के साथ कार्य करने का निर्देश दिया गया. शुरुआत में प्रास्ताविक गणेश चौधरी ने किया तथा आभार प्रदर्शन किया गया. इस प्रशिक्षण में जनगणना के अलग-अलग चरण, डेटा इकट्ठा करने की तकनीक, डिजिटल ट्रूमा के इस्तेमाल और फील्ड में आने वाली समस्याओं के बारे में विस्तार से जानकारी दी गई. (1179, 1239, 1488, 1332)
temperature-label: तापमान (23, 186, 69, 205)
mayor-inspection-photo (403, 1600, 837, 1716)
lead-bullet-2: घर लौटते समय हादसा (240, 399, 364, 414)
required-line1: Application are invited for the following posts (1071, 1883, 1276, 1896)
quote-card (505, 1978, 837, 2110)
cell-subject: Pre-Primary Teacher (891, 1997, 1008, 2013)
table-row (863, 1966, 1485, 1982)
temp-max-caption: अधिकतम (122, 200, 161, 214)
laptop-body (12, 850, 416, 1006)
lead-para-2: पुलिस सूत्रों के अनुसार बडनेरा जूनी बस्ती के सात रिश्तों रोज की तरह सोमवार रात भी अपनी पुरानी आदत के मुताबिक बेटिंग निकल गए. 'बेस्ती चायवाला' की ठुकान पर पहुंचे थे. गरमा-गरम चाय की चुस्कियों के बीच थोड़ी देर हंसी-मजाक के बाद सभी ने लौटने का तय किया. ये सातों एक कार में सवार थे, जिसका पंजीयन क्रमांक (क्र.एम.एच 04/जेबी 3369) में बताया गया है. कार में वापसी के लिए निकले, तो अमरावती-अकोला हाईवे के अकोलिया नाका के पास चौंक से आते ही ट्रक ने टक्कर दे मारी. (12, 540, 225, 711)
top-banner-ad[interactable] (1169, 14, 1488, 241)
trap-para-2: उन्हें कोई संदेह नहीं हुआ . इसके बाद 3 .30 बजे विष्णुलाल कार से आया . और सौदे के लिए मांगीलाल के टेबल पर बैठा, इसका इशारा मिलते ही पुलिस के जवानों ने उसे पकड़ना शुरु किया, लेकिन विष्णुलाल ने पुलिस जवानों से हाथापाई शुरू रखी . दूर खड़े अपराध शाखा के कर्मी कुछ मिनटों में मौके पर पहुंचे और मांगीलाल और विष्णुलाल को हिरासत में लिया . (1179, 1711, 1488, 1787)
cell-qualification: Any Graduate With D.Ed. or Equivalent (1008, 1997, 1450, 2013)
subtitle-line1: नवभारत (866, 61, 986, 105)
bolero-body-row (217, 1166, 837, 1545)
solar-story (860, 637, 1124, 837)
search-op-kicker-rest: घर में पिटाई के डर से खेत में छिप गए थे बच्चे (969, 283, 1274, 304)
accident-photo-caption: कार की परखच्चे उड़े : हादसे का मंजर इतना भयावह था कि कार के परखच्चे उड़ गए. (232, 700, 540, 713)
victim-photo (335, 457, 384, 515)
quote-open-icon: ❝ (568, 1991, 585, 2027)
special-price-label: Special Price (1179, 148, 1261, 163)
masthead (12, 14, 1488, 262)
newspaper-title: अमरावती (559, 43, 856, 144)
